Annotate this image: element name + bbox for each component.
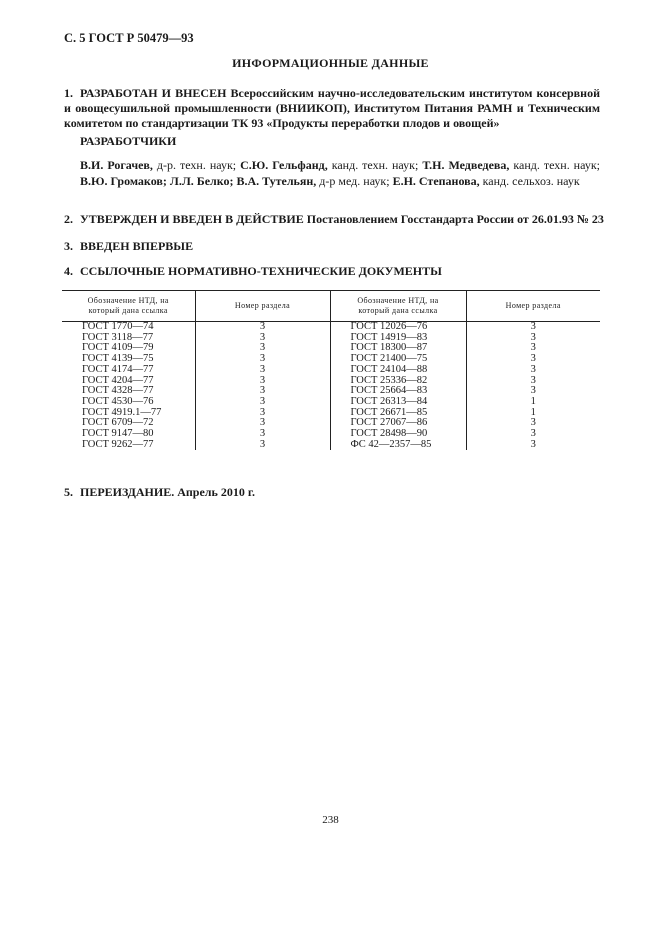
section-1-text: Всероссийским научно-исследовательским институтом консервной и овощесушильной промышленности (ВНИИКОП), Институтом Питания РАМН и Техническим комитетом по стандартизации ТК 93 «Продукты переработки плодов и овощей» bbox=[64, 86, 600, 130]
header-ntd-designation-1: Обозначение НТД, на который дана ссылка bbox=[62, 291, 195, 322]
section-number-cell: 3 bbox=[195, 429, 330, 440]
section-number-cell: 1 bbox=[466, 408, 600, 419]
header-section-number-1: Номер раздела bbox=[195, 291, 330, 322]
ntd-designation-cell: ГОСТ 9147—80 bbox=[82, 428, 154, 440]
ntd-designation-cell: ГОСТ 26671—85 bbox=[330, 408, 466, 419]
reference-table bbox=[62, 290, 600, 450]
section-number-cell: 3 bbox=[195, 376, 330, 387]
developer-degree: д-р мед. наук; bbox=[316, 173, 393, 188]
ntd-designation-cell: ГОСТ 14919—83 bbox=[330, 333, 466, 344]
section-2-text: УТВЕРЖДЕН И ВВЕДЕН В ДЕЙСТВИЕ Постановлением Госстандарта России от 26.01.93 № 23 bbox=[80, 212, 604, 226]
ntd-designation-cell: ГОСТ 28498—90 bbox=[330, 429, 466, 440]
section-3 bbox=[64, 239, 193, 254]
ntd-designation-cell: ГОСТ 18300—87 bbox=[330, 343, 466, 354]
ntd-designation-cell: ГОСТ 4530—76 bbox=[82, 395, 154, 407]
ntd-designation-cell: ГОСТ 25336—82 bbox=[330, 376, 466, 387]
section-number-cell: 3 bbox=[466, 343, 600, 354]
section-2-number: 2. bbox=[64, 212, 73, 226]
page-number: 238 bbox=[322, 814, 339, 826]
header-section-number-2: Номер раздела bbox=[466, 291, 600, 322]
ntd-designation-cell: ГОСТ 4109—79 bbox=[82, 342, 154, 354]
developer-name: Т.Н. Медведева, bbox=[422, 158, 510, 172]
section-number-cell: 3 bbox=[195, 397, 330, 408]
section-5-number: 5. bbox=[64, 485, 73, 499]
ntd-designation-cell: ФС 42—2357—85 bbox=[330, 440, 466, 451]
section-3-number: 3. bbox=[64, 239, 73, 253]
ntd-designation-cell: ГОСТ 26313—84 bbox=[330, 397, 466, 408]
ntd-designation-cell: ГОСТ 21400—75 bbox=[330, 354, 466, 365]
section-number-cell: 1 bbox=[466, 397, 600, 408]
section-number-cell: 3 bbox=[195, 418, 330, 429]
ntd-designation-cell: ГОСТ 4328—77 bbox=[82, 385, 154, 397]
section-number-cell: 3 bbox=[195, 386, 330, 397]
ntd-designation-cell: ГОСТ 12026—76 bbox=[330, 322, 466, 333]
section-number-cell: 3 bbox=[195, 408, 330, 419]
section-5-text: ПЕРЕИЗДАНИЕ. Апрель 2010 г. bbox=[80, 485, 255, 499]
developer-name: В.А. Тутельян, bbox=[236, 173, 317, 188]
developer-degree: канд. сельхоз. наук bbox=[479, 173, 580, 188]
developer-name: Л.Л. Белко; bbox=[169, 173, 234, 188]
section-2 bbox=[64, 212, 604, 227]
developer-name: В.Ю. Громаков; bbox=[80, 173, 167, 188]
section-number-cell: 3 bbox=[195, 440, 330, 451]
developer-name: С.Ю. Гельфанд, bbox=[240, 158, 328, 172]
ntd-designation-cell: ГОСТ 6709—72 bbox=[82, 417, 154, 429]
section-number-cell: 3 bbox=[195, 333, 330, 344]
section-number-cell: 3 bbox=[195, 365, 330, 376]
section-number-cell: 3 bbox=[466, 322, 600, 333]
section-number-cell: 3 bbox=[466, 429, 600, 440]
section-number-cell: 3 bbox=[195, 354, 330, 365]
ntd-designation-cell: ГОСТ 3118—77 bbox=[82, 331, 154, 343]
section-5 bbox=[64, 485, 255, 500]
section-4-number: 4. bbox=[64, 264, 73, 278]
reference-table-body bbox=[62, 322, 600, 451]
document-title: ИНФОРМАЦИОННЫЕ ДАННЫЕ bbox=[232, 56, 429, 70]
developers-heading: РАЗРАБОТЧИКИ bbox=[80, 134, 177, 148]
developer-degree: канд. техн. наук; bbox=[509, 158, 600, 172]
section-number-cell: 3 bbox=[466, 333, 600, 344]
developer-degree: канд. техн. наук; bbox=[327, 158, 423, 172]
ntd-designation-cell: ГОСТ 9262—77 bbox=[82, 438, 154, 450]
developer-degree: д-р. техн. наук; bbox=[152, 158, 241, 172]
reference-table-header bbox=[62, 291, 600, 322]
ntd-designation-cell: ГОСТ 4919.1—77 bbox=[82, 406, 162, 418]
section-1 bbox=[64, 86, 600, 131]
ntd-designation-cell: ГОСТ 1770—74 bbox=[82, 321, 154, 332]
section-number-cell: 3 bbox=[466, 418, 600, 429]
section-4-text: ССЫЛОЧНЫЕ НОРМАТИВНО-ТЕХНИЧЕСКИЕ ДОКУМЕНТЫ bbox=[80, 264, 442, 278]
section-number-cell: 3 bbox=[466, 354, 600, 365]
table-row bbox=[62, 440, 600, 451]
section-1-lead: РАЗРАБОТАН И ВНЕСЕН bbox=[80, 86, 227, 100]
section-4 bbox=[64, 264, 442, 279]
section-3-text: ВВЕДЕН ВПЕРВЫЕ bbox=[80, 239, 194, 253]
running-head: С. 5 ГОСТ Р 50479—93 bbox=[64, 31, 194, 45]
developers-list bbox=[80, 158, 600, 189]
section-number-cell: 3 bbox=[466, 365, 600, 376]
table-row bbox=[62, 365, 600, 376]
section-1-number: 1. bbox=[64, 86, 73, 100]
developer-name: В.И. Рогачев, bbox=[80, 158, 153, 172]
ntd-designation-cell: ГОСТ 4204—77 bbox=[82, 374, 154, 386]
developer-name: Е.Н. Степанова, bbox=[392, 173, 480, 188]
section-number-cell: 3 bbox=[195, 343, 330, 354]
ntd-designation-cell: ГОСТ 4139—75 bbox=[82, 353, 154, 365]
section-number-cell: 3 bbox=[466, 376, 600, 387]
section-number-cell: 3 bbox=[466, 386, 600, 397]
ntd-designation-cell: ГОСТ 25664—83 bbox=[330, 386, 466, 397]
header-ntd-designation-2: Обозначение НТД, на который дана ссылка bbox=[330, 291, 466, 322]
ntd-designation-cell: ГОСТ 4174—77 bbox=[82, 363, 154, 375]
section-number-cell: 3 bbox=[466, 440, 600, 451]
ntd-designation-cell: ГОСТ 27067—86 bbox=[330, 418, 466, 429]
section-number-cell: 3 bbox=[195, 322, 330, 333]
ntd-designation-cell: ГОСТ 24104—88 bbox=[330, 365, 466, 376]
